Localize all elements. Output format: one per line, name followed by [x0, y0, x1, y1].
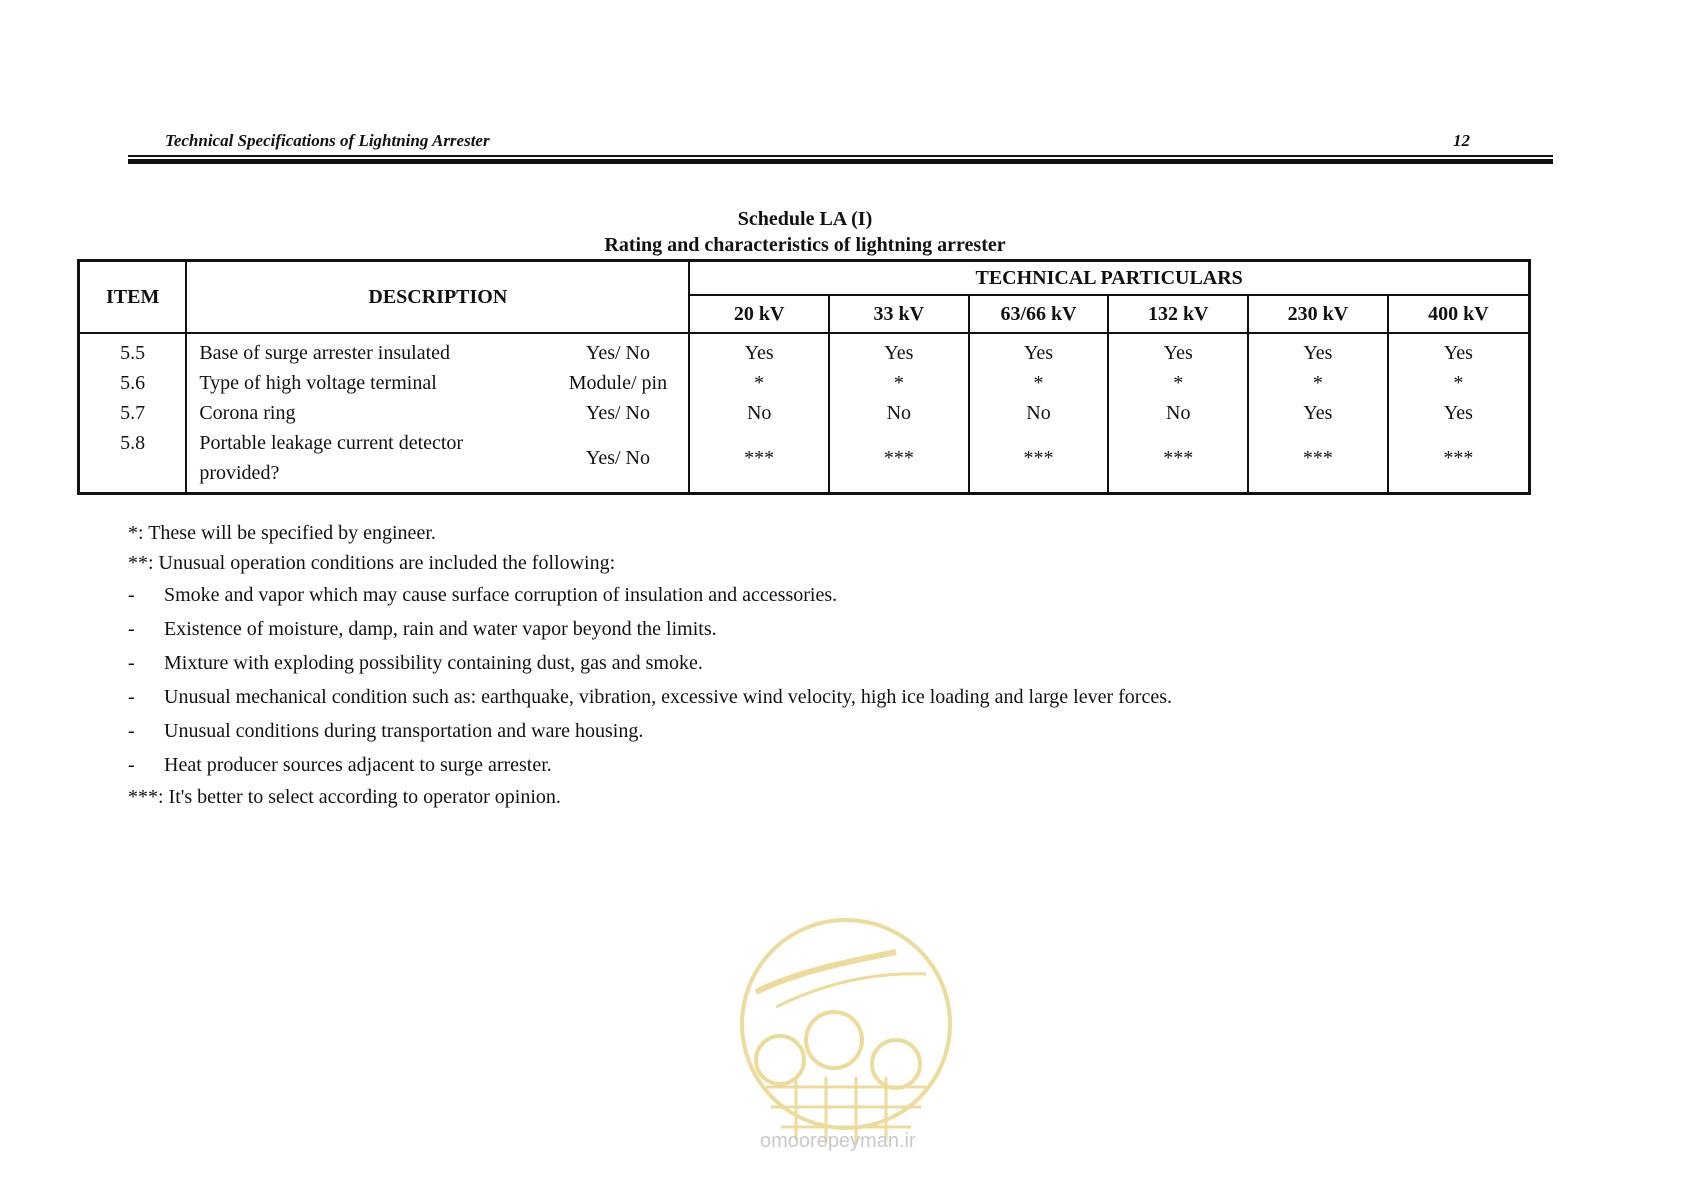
value-cell: * [1248, 368, 1388, 398]
list-item-text: Smoke and vapor which may cause surface corruption of insulation and accessories. [164, 584, 838, 606]
value-cell: Yes [689, 333, 829, 368]
item-option: Yes/ No [548, 333, 690, 368]
value-cell: *** [829, 428, 969, 494]
value-cell: * [1388, 368, 1530, 398]
value-cell: * [969, 368, 1109, 398]
watermark-text: omoorepeyman.ir [760, 1130, 916, 1152]
value-cell: *** [1248, 428, 1388, 494]
list-item [128, 646, 1528, 680]
notes-section [128, 518, 1528, 812]
value-cell: Yes [1388, 333, 1530, 368]
list-item [128, 578, 1528, 612]
value-cell: No [829, 398, 969, 428]
specification-table [77, 259, 1531, 495]
bullet-dash: - [128, 584, 135, 606]
item-description: Type of high voltage terminal [199, 372, 437, 394]
item-number: 5.6 [79, 368, 187, 398]
header-voltage: 63/66 kV [969, 295, 1109, 333]
value-cell: Yes [1248, 333, 1388, 368]
item-description-line: Portable leakage current detector [199, 432, 464, 454]
bullet-dash: - [128, 652, 135, 674]
list-item-text: Unusual mechanical condition such as: earthquake, vibration, excessive wind velocity, high ice loading and large lever forces. [164, 686, 1172, 708]
value-cell: Yes [1388, 398, 1530, 428]
header-rule-thin [128, 155, 1553, 157]
item-number: 5.7 [79, 398, 187, 428]
header-voltage: 33 kV [829, 295, 969, 333]
header-voltage: 132 kV [1108, 295, 1248, 333]
footnote-single-star: *: These will be specified by engineer. [128, 522, 436, 544]
item-description: Corona ring [199, 402, 296, 424]
document-title: Technical Specifications of Lightning Arrester [165, 131, 490, 150]
bullet-dash: - [128, 686, 135, 708]
page-number: 12 [1453, 131, 1470, 150]
header-voltage: 230 kV [1248, 295, 1388, 333]
header-description: DESCRIPTION [186, 261, 689, 334]
value-cell: * [1108, 368, 1248, 398]
value-cell: No [969, 398, 1109, 428]
value-cell: No [689, 398, 829, 428]
bullet-dash: - [128, 720, 135, 742]
table-row [79, 398, 1530, 428]
list-item [128, 714, 1528, 748]
header-item: ITEM [79, 261, 187, 334]
item-description [186, 428, 547, 494]
header-technical-particulars: TECHNICAL PARTICULARS [689, 261, 1529, 296]
item-option: Module/ pin [548, 368, 690, 398]
table-row [79, 368, 1530, 398]
value-cell: Yes [829, 333, 969, 368]
list-item-text: Heat producer sources adjacent to surge arrester. [164, 754, 552, 776]
value-cell: * [829, 368, 969, 398]
value-cell: *** [969, 428, 1109, 494]
item-number: 5.8 [79, 428, 187, 494]
value-cell: * [689, 368, 829, 398]
value-cell: *** [1108, 428, 1248, 494]
list-item [128, 612, 1528, 646]
table-row [79, 333, 1530, 368]
item-option: Yes/ No [548, 428, 690, 494]
value-cell: Yes [969, 333, 1109, 368]
footnote-double-star: **: Unusual operation conditions are included the following: [128, 552, 616, 574]
item-option: Yes/ No [548, 398, 690, 428]
header-voltage: 20 kV [689, 295, 829, 333]
header-rule-thick [128, 159, 1553, 164]
list-item [128, 748, 1528, 782]
item-description-line: provided? [199, 462, 280, 484]
value-cell: Yes [1248, 398, 1388, 428]
schedule-title: Schedule LA (I) [737, 208, 873, 230]
watermark-logo-icon [736, 912, 966, 1162]
list-item-text: Existence of moisture, damp, rain and water vapor beyond the limits. [164, 618, 717, 640]
value-cell: *** [1388, 428, 1530, 494]
bullet-dash: - [128, 754, 135, 776]
footnote-triple-star: ***: It's better to select according to operator opinion. [128, 786, 561, 808]
value-cell: Yes [1108, 333, 1248, 368]
value-cell: No [1108, 398, 1248, 428]
table-row [79, 428, 1530, 494]
list-item-text: Mixture with exploding possibility containing dust, gas and smoke. [164, 652, 703, 674]
value-cell: *** [689, 428, 829, 494]
page-header [128, 128, 1553, 154]
list-item-text: Unusual conditions during transportation and ware housing. [164, 720, 644, 742]
item-number: 5.5 [79, 333, 187, 368]
schedule-subtitle: Rating and characteristics of lightning arrester [604, 234, 1006, 256]
header-voltage: 400 kV [1388, 295, 1530, 333]
bullet-dash: - [128, 618, 135, 640]
item-description: Base of surge arrester insulated [199, 342, 450, 364]
list-item [128, 680, 1528, 714]
